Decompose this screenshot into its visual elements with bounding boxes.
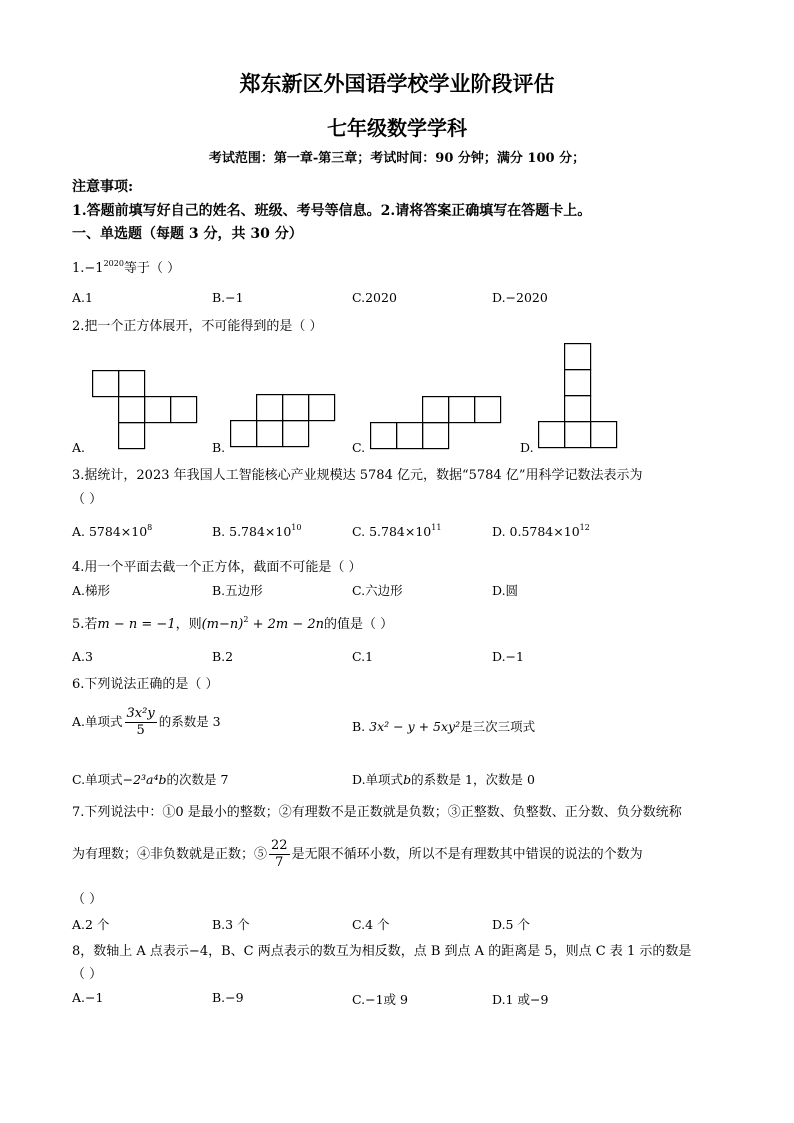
q3-a-exp: 8	[147, 523, 153, 532]
q3-option-c	[352, 524, 441, 539]
q6-option-b	[352, 717, 535, 735]
q5-expr-rest: + 2m − 2n	[248, 617, 325, 632]
q1-option-c: C.2020	[352, 290, 397, 305]
question-4: 4.用一个平面去截一个正方体，截面不可能是（ ）	[72, 560, 362, 575]
q3-option-a	[72, 524, 152, 539]
q7-option-a: A.2 个	[72, 917, 110, 932]
exam-scope: 考试范围：第一章-第三章；考试时间：90 分钟；满分 100 分；	[208, 151, 586, 166]
cube-net-a	[92, 370, 200, 452]
q6-a-numerator: 3x²y	[126, 706, 155, 721]
q6-b-suffix: 是三次三项式	[460, 719, 536, 734]
question-2: 2.把一个正方体展开，不可能得到的是（ ）	[72, 319, 323, 334]
q3-c-base: C. 5.784×10	[352, 524, 432, 540]
q5-suffix: 的值是（ ）	[324, 617, 394, 632]
notice-body: 1.答题前填写好自己的姓名、班级、考号等信息。2.请将答案正确填写在答题卡上。	[72, 203, 592, 219]
question-8-blank: （ ）	[72, 967, 103, 982]
q3-b-base: B. 5.784×10	[212, 524, 292, 540]
q5-expr-paren: (m−n)	[201, 617, 244, 632]
q8-option-d: D.1 或−9	[492, 992, 549, 1007]
question-7-line2	[72, 838, 643, 871]
question-7: 7.下列说法中：①0 是最小的整数；②有理数不是正数就是负数；③正整数、负整数、正分数、负分数统称	[72, 805, 682, 820]
cube-net-c	[370, 396, 504, 452]
q6-a-suffix: 的系数是 3	[158, 714, 221, 729]
section-heading: 一、单选题（每题 3 分，共 30 分）	[72, 226, 303, 242]
q3-option-b	[212, 524, 301, 539]
q5-option-c: C.1	[352, 649, 374, 664]
exam-title: 郑东新区外国语学校学业阶段评估	[239, 71, 555, 96]
q5-option-d: D.−1	[492, 649, 524, 664]
q2-label-d: D.	[520, 440, 534, 455]
question-1	[72, 257, 180, 276]
q1-option-a: A.1	[72, 290, 93, 305]
q7-line2-prefix: 为有理数；④非负数就是正数；⑤	[72, 847, 268, 862]
q6-c-suffix: 的次数是 7	[166, 772, 229, 787]
q1-suffix: 等于（ ）	[123, 261, 181, 276]
q6-d-suffix: 的系数是 1，次数是 0	[411, 772, 535, 787]
q6-c-expression: −2³a⁴b	[122, 772, 167, 787]
q1-option-d: D.−2020	[492, 290, 548, 305]
q4-option-d: D.圆	[492, 583, 519, 598]
q6-option-c	[72, 770, 228, 788]
q4-option-b: B.五边形	[212, 583, 263, 598]
exam-subtitle: 七年级数学学科	[327, 116, 467, 140]
q6-option-a	[72, 706, 221, 739]
q7-option-c: C.4 个	[352, 917, 390, 932]
q6-b-expression: 3x² − y + 5xy²	[369, 719, 461, 734]
q5-option-b: B.2	[212, 649, 234, 664]
q6-a-prefix: A.单项式	[72, 714, 123, 729]
q7-numerator: 22	[271, 838, 288, 853]
q3-d-exp: 12	[579, 523, 590, 532]
q2-label-c: C.	[352, 440, 366, 455]
question-3-blank: （ ）	[72, 492, 103, 507]
q4-option-a: A.梯形	[72, 583, 111, 598]
q7-fraction	[269, 838, 290, 871]
question-7-blank: （ ）	[72, 892, 103, 907]
q6-b-prefix: B.	[352, 719, 370, 734]
q4-option-c: C.六边形	[352, 583, 403, 598]
q5-then: ，则	[175, 617, 202, 632]
q6-option-d	[352, 770, 535, 788]
cube-net-b	[230, 394, 338, 450]
q7-denominator: 7	[275, 855, 284, 870]
q6-d-prefix: D.单项式	[352, 772, 404, 787]
q3-d-base: D. 0.5784×10	[492, 524, 580, 540]
question-5	[72, 613, 393, 632]
q3-a-base: A. 5784×10	[72, 524, 148, 540]
q5-condition: m − n = −1	[97, 617, 176, 632]
q3-c-exp: 11	[431, 523, 442, 532]
q8-option-c: C.−1或 9	[352, 992, 408, 1007]
q5-expr-exp: 2	[243, 614, 249, 624]
q3-b-exp: 10	[291, 523, 302, 532]
q7-option-d: D.5 个	[492, 917, 530, 932]
q8-option-a: A.−1	[72, 990, 104, 1005]
q6-a-denominator: 5	[136, 723, 145, 738]
cube-net-d	[538, 343, 620, 451]
question-6: 6.下列说法正确的是（ ）	[72, 677, 219, 692]
q7-line2-suffix: 是无限不循环小数，所以不是有理数其中错误的说法的个数为	[291, 847, 643, 862]
q6-d-variable: b	[403, 772, 412, 787]
question-8: 8，数轴上 A 点表示−4，B、C 两点表示的数互为相反数，点 B 到点 A 的距离是 5，则点 C 表 1 示的数是	[72, 944, 692, 959]
q5-prefix: 5.若	[72, 617, 98, 632]
q7-option-b: B.3 个	[212, 917, 250, 932]
q3-option-d	[492, 524, 590, 539]
q8-option-b: B.−9	[212, 990, 244, 1005]
question-3: 3.据统计，2023 年我国人工智能核心产业规模达 5784 亿元，数据“5784 亿”用科学记数法表示为	[72, 468, 643, 483]
notice-title: 注意事项:	[72, 179, 134, 195]
q1-option-b: B.−1	[212, 290, 244, 305]
q2-label-a: A.	[72, 440, 86, 455]
q6-c-prefix: C.单项式	[72, 772, 123, 787]
q2-label-b: B.	[212, 440, 226, 455]
q5-option-a: A.3	[72, 649, 93, 664]
q1-exponent: 2020	[103, 258, 124, 268]
q1-base: 1.−1	[72, 261, 104, 276]
q6-a-fraction	[125, 706, 157, 739]
